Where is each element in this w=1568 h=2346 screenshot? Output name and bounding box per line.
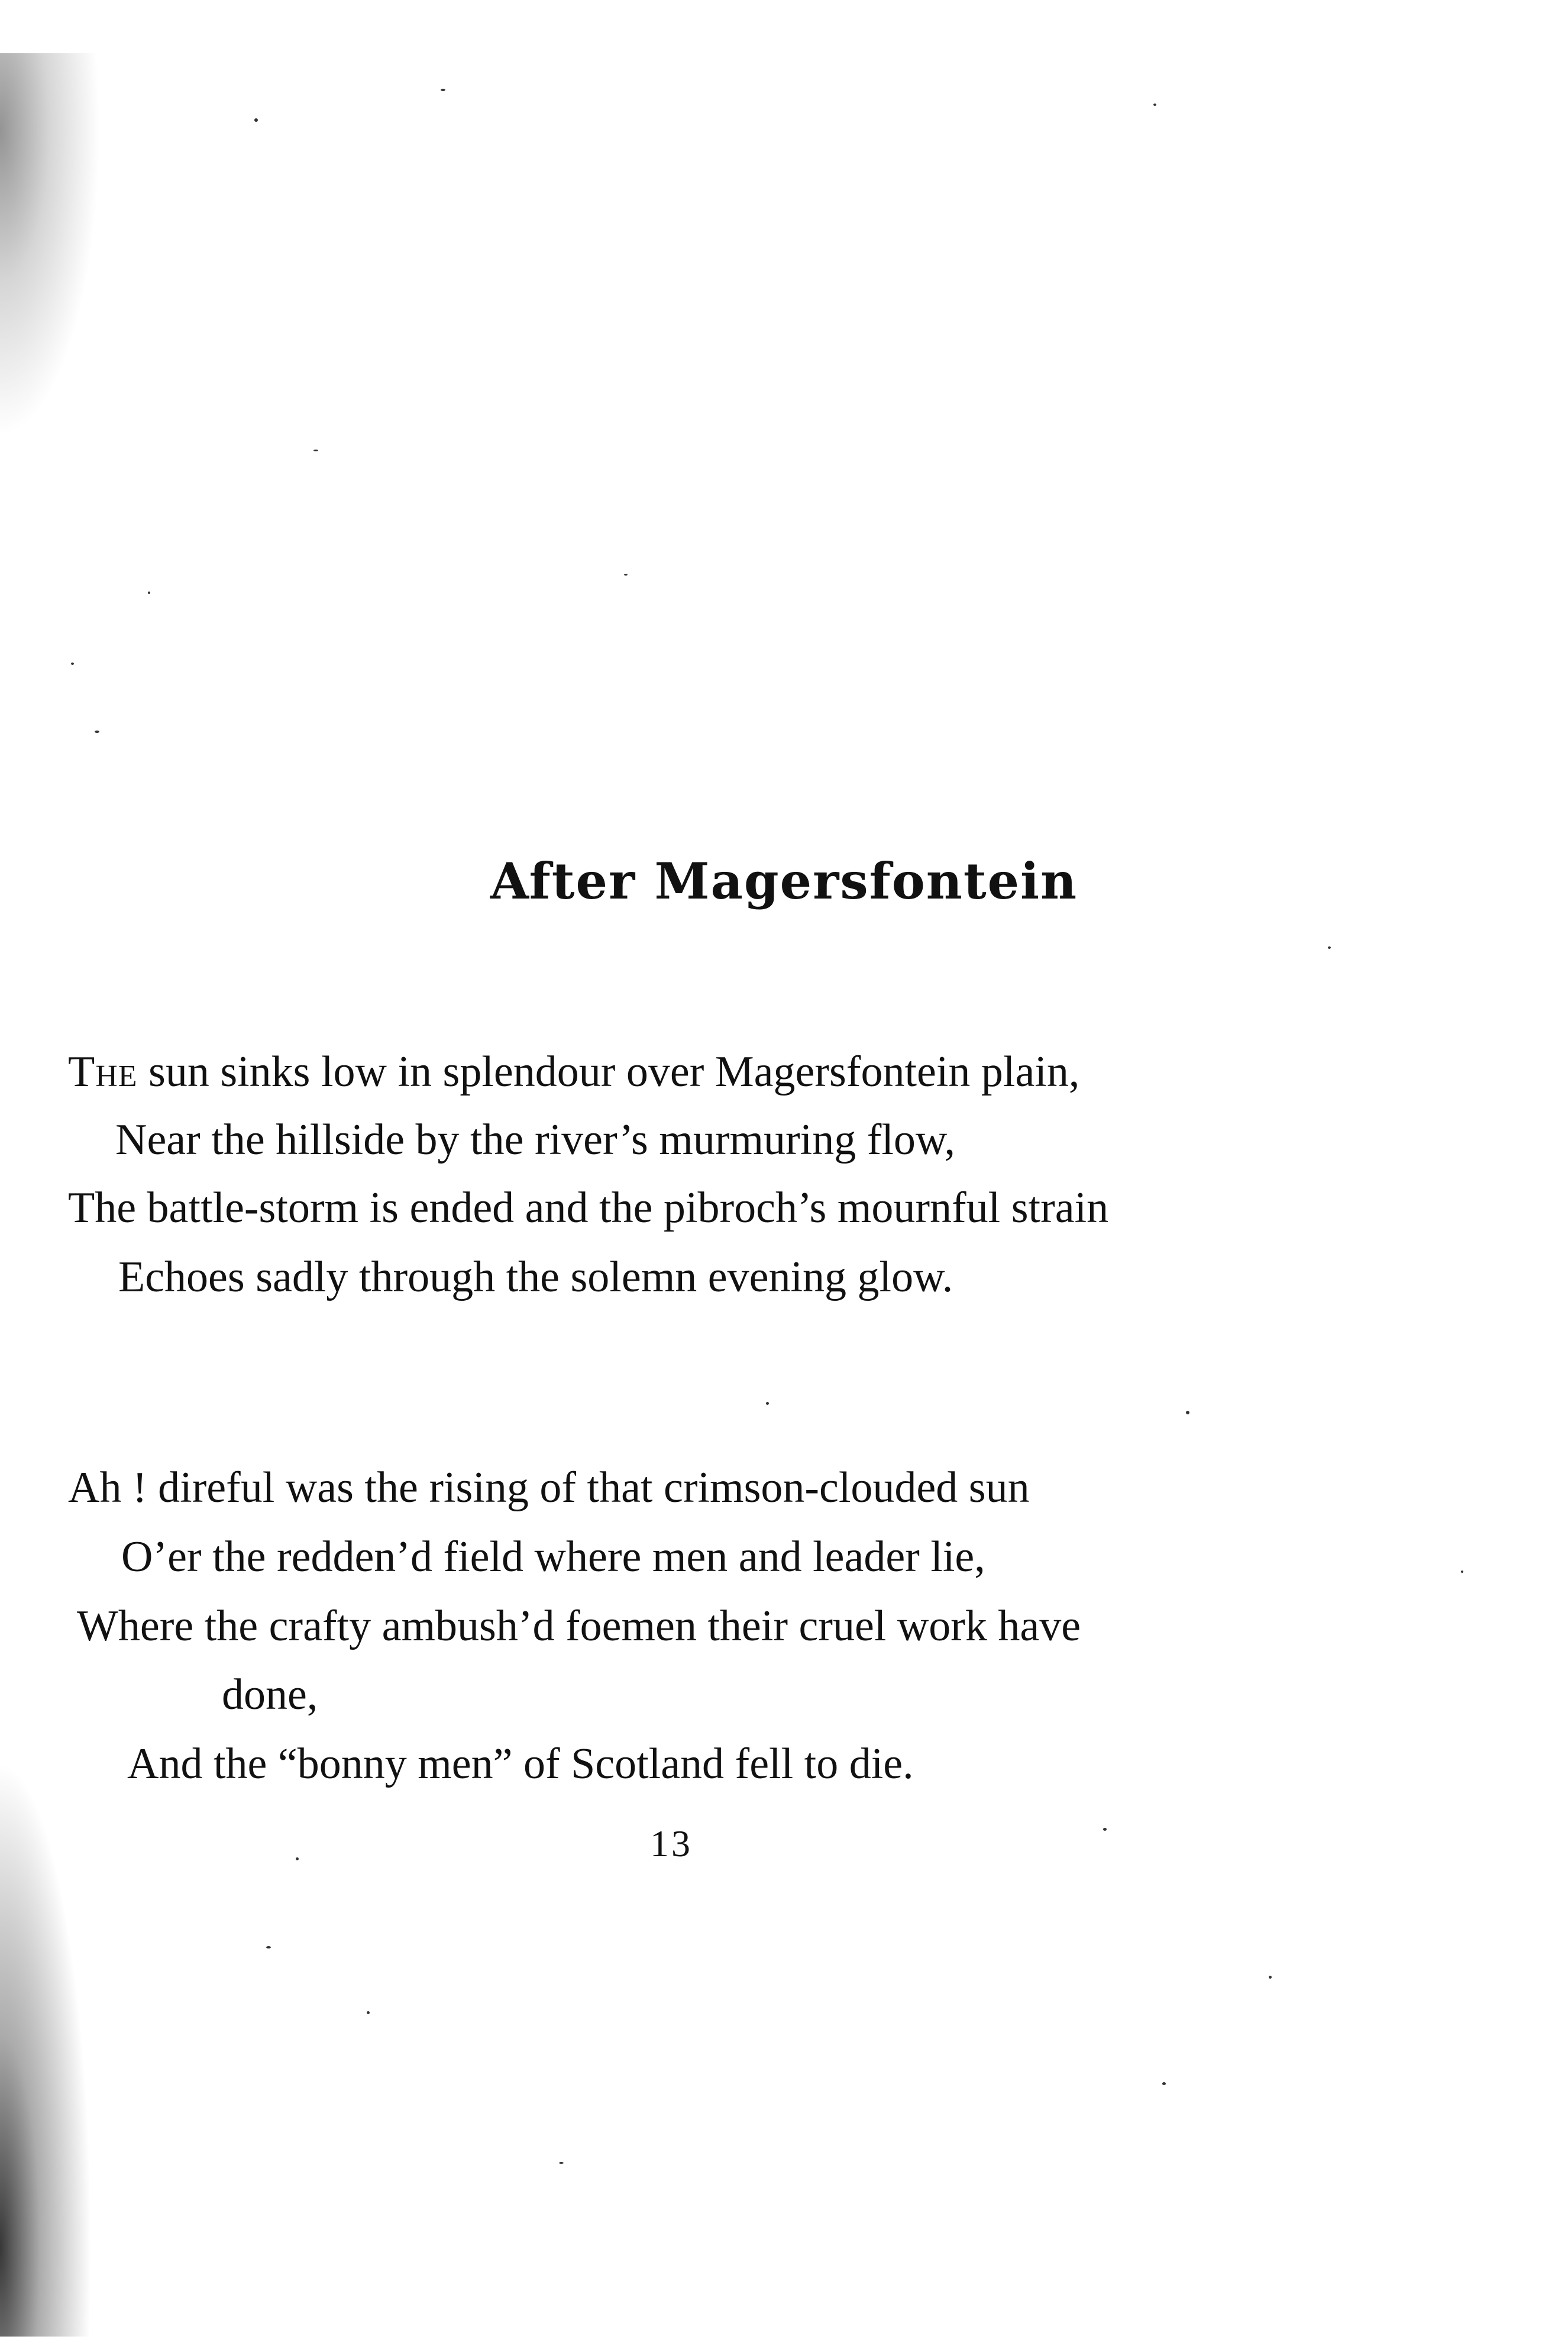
poem-title: After Magersfontein (490, 852, 1078, 910)
scan-speck (1162, 2082, 1166, 2085)
scan-speck (1186, 1411, 1189, 1414)
scan-speck (313, 450, 318, 451)
scan-speck (254, 118, 258, 122)
stanza-2-line-2: O’er the redden’d field where men and leader lie, (121, 1533, 985, 1581)
stanza-1-line-4: Echoes sadly through the solemn evening glow. (118, 1253, 953, 1301)
stanza-2-line-1: Ah ! direful was the rising of that crimson-clouded sun (68, 1463, 1030, 1512)
scan-speck (766, 1402, 769, 1405)
stanza-2-line-3-continuation: done, (222, 1670, 318, 1719)
stanza-1-line-3: The battle-storm is ended and the pibroch’s mournful strain (68, 1184, 1109, 1232)
scan-speck (1328, 946, 1331, 949)
scan-speck (148, 592, 150, 594)
drop-word: The (68, 1048, 138, 1096)
stanza-1-line-2: Near the hillside by the river’s murmuring flow, (115, 1116, 956, 1164)
scan-speck (71, 663, 74, 665)
stanza-2-line-3: Where the crafty ambush’d foemen their cruel work have (77, 1602, 1081, 1650)
stanza-1-line-1 (68, 1050, 1079, 1094)
scan-speck (1153, 104, 1156, 106)
scan-speck (266, 1946, 271, 1948)
scan-speck (367, 2011, 370, 2014)
stanza-2-line-4: And the “bonny men” of Scotland fell to die. (127, 1740, 914, 1788)
page-number: 13 (650, 1822, 693, 1864)
scan-speck (624, 574, 628, 576)
scan-speck (1461, 1571, 1463, 1573)
scan-speck (559, 2162, 564, 2164)
scan-gutter-shadow-top (0, 53, 101, 438)
scan-speck (441, 89, 445, 91)
scan-speck (1269, 1976, 1272, 1979)
scan-speck (95, 731, 99, 733)
line-text: sun sinks low in splendour over Magersfontein plain, (137, 1048, 1080, 1096)
